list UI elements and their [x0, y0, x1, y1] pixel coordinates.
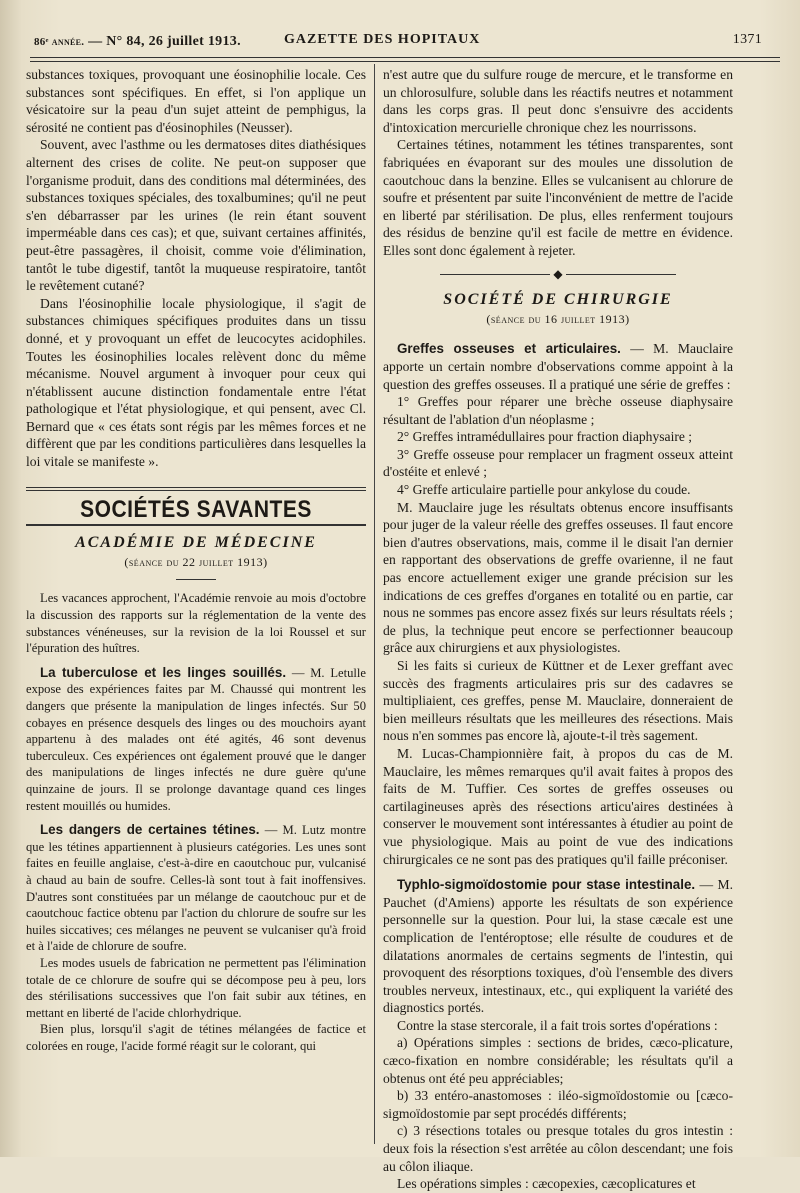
- paragraph: [383, 340, 733, 393]
- paragraph: substances toxiques, provoquant une éosinophilie locale. Ces substances sont spécifiques. En effet, si l'on applique un vésicatoire sur la peau d'un sujet atteint de pemphigus, la sérosité ne contient pas d'éosinophiles (Neusser).: [26, 67, 366, 135]
- article-text: — M. Lutz montre que les tétines appartiennent à plusieurs catégories. Les unes sont faites en feuille anglaise, c'est-à-dire en caoutchouc pur, vulcanisé à chaud au bain de soufre. Celles-là sont tout à fait inoffensives. D'autres sont constituées par un mélange de caoutchouc pur et de caoutchouc factice obtenu par l'action du chlorure de soufre sur les huiles siccatives; ces mélanges ne peuvent se vulcaniser qu'à froid et à l'aide de chlorure de soufre.: [26, 823, 366, 954]
- paragraph: Dans l'éosinophilie locale physiologique, il s'agit de substances chimiques spécifiques produites dans un tissu donné, et y provoquant un effet de leucocytes acidophiles. Toutes les éosinophilies locales relèvent donc du même mécanisme. Nouvel argument à invoquer pour ceux qui n'établissent aucune distinction fondamentale entre l'état pathologique et l'état physiologique, et qui pensent, avec Cl. Bernard que « ces états sont régis par les mêmes forces et ne diffèrent que par les conditions particulières dans lesquelles la loi vitale se manifeste ».: [26, 295, 366, 470]
- surgery-title: SOCIÉTÉ DE CHIRURGIE: [443, 291, 673, 309]
- article-text: — M. Mauclaire apporte un certain nombre d'observations comme appoint à la question des greffes osseuses. Il a pratiqué une série de greffes :: [383, 341, 733, 392]
- paragraph: Les modes usuels de fabrication ne permettent pas l'élimination totale de ce chlorure de soufre qui se décompose peu à peu, lors des stérilisations successives que l'on fait subir aux tétines, en mettant en liberté de l'acide chlorhydrique.: [26, 955, 366, 1020]
- short-divider: [176, 579, 216, 580]
- page-header: [34, 26, 766, 52]
- list-item: 1° Greffes pour réparer une brèche osseuse diaphysaire résultant de l'ablation d'un néoplasme ;: [383, 394, 733, 427]
- list-item: c) 3 résections totales ou presque totales du gros intestin : deux fois la résection s'est arrêtée au côlon descendant; une fois au côlon iliaque.: [383, 1123, 733, 1174]
- paragraph: Les vacances approchent, l'Académie renvoie au mois d'octobre la discussion des rapports sur la réglementation de la vente des substances vénéneuses, sur la revision de la loi Roussel et sur l'épuration des huîtres.: [26, 591, 366, 656]
- paragraph: Si les faits si curieux de Küttner et de Lexer greffant avec succès des fragments articulaires pris sur des cadavres se multipliaient, ces greffes, pense M. Mauclaire, donneraient de bien meilleurs résultats que les meilleures des résections. Mais nous n'en sommes pas encore là, ajoute-t-il très sagement.: [383, 658, 733, 744]
- article-lead: Les dangers de certaines tétines.: [40, 822, 260, 838]
- list-item: 3° Greffe osseuse pour remplacer un fragment osseux atteint d'ostéite et enlevé ;: [383, 446, 733, 480]
- article-lead: Typhlo-sigmoïdostomie pour stase intestinale.: [397, 877, 696, 893]
- paragraph: Souvent, avec l'asthme ou les dermatoses dites diathésiques alternent des crises de colite. Ne peut-on supposer que l'organisme produit, dans des conditions mal déterminées, des substances toxiques spéciales, des toxalbumines; qu'il ne peut s'en débarrasser par les urines (le rein étant souvent imperméable dans ces cas); et que, suivant certaines affinités, peut-être passagères, il choisit, comme voie d'élimination, tantôt le tube digestif, tantôt la muqueuse respiratoire, tantôt le revêtement cutané?: [26, 137, 366, 294]
- paragraph: [26, 665, 366, 814]
- academy-title: ACADÉMIE DE MÉDECINE: [75, 534, 317, 552]
- paragraph: Contre la stase stercorale, il a fait trois sortes d'opérations :: [397, 1017, 718, 1033]
- paragraph: [26, 822, 366, 955]
- section-rule: [26, 524, 366, 526]
- right-column: [383, 66, 733, 1193]
- header-issue: [34, 34, 241, 50]
- section-title-societes-savantes: SOCIÉTÉS SAVANTES: [80, 495, 312, 523]
- header-page-number: 1371: [732, 32, 762, 47]
- list-item: b) 33 entéro-anastomoses : iléo-sigmoïdostomie ou [cæco-sigmoïdostomie par sept procédés différents;: [383, 1088, 733, 1121]
- article-lead: Greffes osseuses et articulaires.: [397, 341, 621, 357]
- article-text: — M. Pauchet (d'Amiens) apporte les résultats de son expérience personnelle sur la question. Pour lui, la stase cæcale est une complication de l'entéroptose; elle résulte de coudures et de dilatations anormales de certains segments de l'intestin, qui provoquent des résorptions toxiques, d'où l'ensemble des divers troubles nerveux, intestinaux, etc., qui expliquent la variété des diagnostics portés.: [383, 877, 733, 1016]
- paragraph: Certaines tétines, notamment les tétines transparentes, sont fabriquées en évaporant sur des moules une dissolution de caoutchouc dans la benzine. Elles se vulcanisent au chlorure de soufre et présentent par suite l'inconvénient de mettre de l'acide en liberté par stérilisation. De plus, elles renferment toujours des résidus de benzine qu'il est facile de mettre en évidence. Elles sont donc également à rejeter.: [383, 137, 733, 258]
- section-rule: [26, 487, 366, 491]
- header-number-date: — N° 84, 26 juillet 1913.: [88, 34, 241, 49]
- article-lead: La tuberculose et les linges souillés.: [40, 664, 287, 680]
- header-year: 86ᵉ année.: [34, 36, 85, 48]
- surgery-session-date: (séance du 16 juillet 1913): [486, 311, 630, 326]
- paragraph: M. Mauclaire juge les résultats obtenus encore insuffisants pour juger de la valeur réelle des greffes osseuses. Il faut encore bien d'autres observations, mais, comme il le disait l'an dernier en rapportant des observations de greffe ovarienne, il ne faut pas encore actuellement exiger une grande précision sur les indications de ces greffes d'organes en totalité ou en partie, car nous ne sommes pas encore assez fixés sur leurs résultats réels ; de plus, la technique peut encore se perfectionner beaucoup grâce aux chirurgiens et aux physiologistes.: [383, 499, 733, 656]
- header-rule: [30, 57, 780, 62]
- left-column: [26, 66, 366, 1054]
- column-divider: [374, 64, 375, 1144]
- paragraph: Bien plus, lorsqu'il s'agit de tétines mélangées de factice et colorées en rouge, l'acide formé réagit sur le colorant, qui: [26, 1022, 366, 1053]
- paragraph: [383, 876, 733, 1017]
- list-item: 2° Greffes intramédullaires pour fraction diaphysaire ;: [397, 429, 693, 445]
- list-item: 4° Greffe articulaire partielle pour ankylose du coude.: [397, 482, 691, 498]
- paragraph: n'est autre que du sulfure rouge de mercure, et le transforme en un chlorosulfure, soluble dans les réactifs neutres et notamment dans les corps gras. Il peut donc s'ensuivre des accidents d'intoxication mercurielle chronique chez les nourrissons.: [383, 67, 733, 135]
- article-text: — M. Letulle expose des expériences faites par M. Chaussé qui montrent les dangers que présente la manipulation de linges infectés. Sur 50 cobayes en présence desquels des linges ou des mouchoirs ayant appartenu à des malades ont été agités, 46 sont devenus tuberculeux. Ces expériences ont également prouvé que le danger des manipulations de linges infectés ne dure guère qu'une quinzaine de jours. Il se prolonge davantage quand ces linges restent mouillés ou humides.: [26, 665, 366, 813]
- academy-session-date: (séance du 22 juillet 1913): [124, 554, 268, 569]
- paragraph: M. Lucas-Championnière fait, à propos du cas de M. Mauclaire, les mêmes remarques qu'il avait faites à propos des faits de M. Tuffier. Ces sortes de greffes osseuses ou cartilagineuses après des résections articu'aires destinées à conserver le mouvement sont intéressantes à étudier au point de vue physiologique. Mais au point de vue des indications chirurgicales ce ne sont pas des pratiques qu'il faille préconiser.: [383, 745, 733, 867]
- ornament-divider: ◆: [383, 266, 733, 284]
- list-item: a) Opérations simples : sections de brides, cæco-plicature, cæco-fixation en nombre considérable; les résultats qu'il a obtenus ont été peu appréciables;: [383, 1035, 733, 1086]
- header-journal-title: GAZETTE DES HOPITAUX: [284, 32, 481, 47]
- paragraph: Les opérations simples : cæcopexies, cæcoplicatures et: [397, 1176, 696, 1192]
